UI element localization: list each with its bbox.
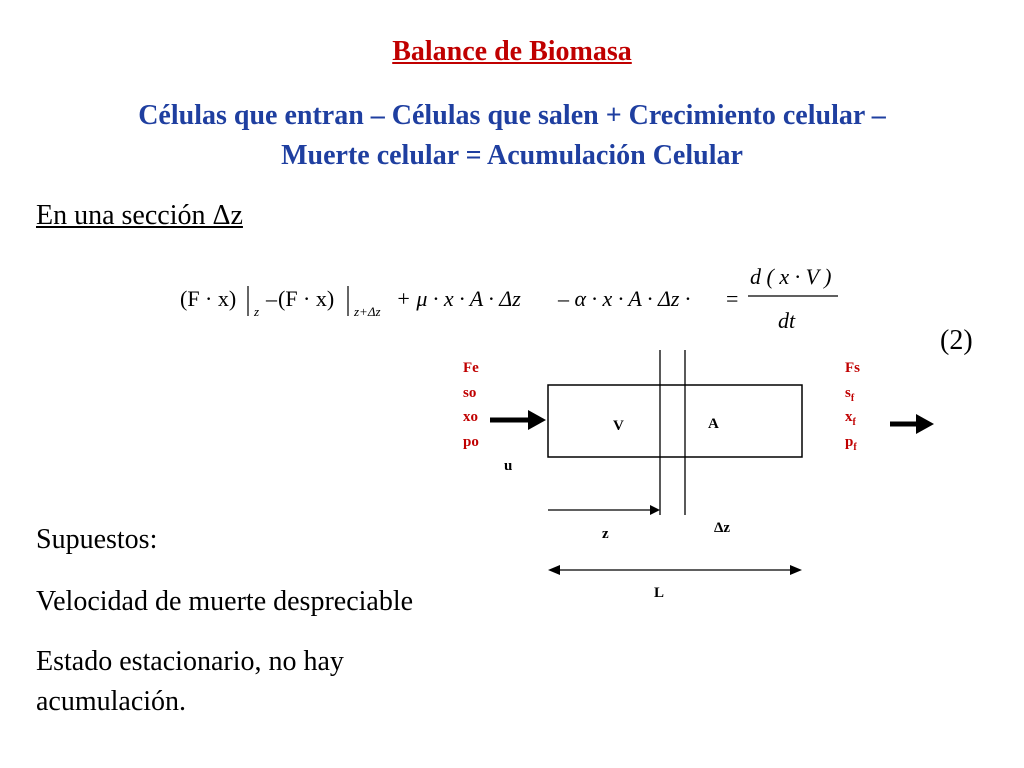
principle-line-1: Células que entran – Células que salen + Crecimiento celular – (138, 100, 886, 131)
label-V: V (613, 418, 624, 434)
z-arrowhead (650, 505, 660, 515)
label-u: u (504, 458, 513, 474)
inlet-arrowhead (528, 410, 546, 430)
eq-growth: + μ · x · A · Δz (396, 286, 521, 311)
assumption-2-line-2: acumulación. (36, 686, 187, 717)
balance-equation (170, 258, 850, 338)
L-arrowhead-right (790, 565, 802, 575)
assumption-1: Velocidad de muerte despreciable (36, 586, 414, 617)
principle-line-2: Muerte celular = Acumulación Celular (281, 140, 743, 171)
assumption-2-line-1: Estado estacionario, no hay (36, 646, 344, 677)
inlet-label-p: po (463, 434, 479, 450)
label-A: A (708, 416, 719, 432)
eq-denominator: dt (778, 308, 796, 333)
outlet-label-F: Fs (845, 360, 860, 376)
eq-numerator: d ( x · V ) (750, 264, 832, 289)
eq-term-out: (F · x) (278, 286, 335, 311)
slide-title: Balance de Biomasa (392, 36, 632, 67)
eq-sub-zdz: z+Δz (354, 304, 381, 319)
reactor-box (548, 385, 802, 457)
eq-sub-z: z (254, 304, 260, 319)
outlet-label-x: $x_f$ (845, 409, 856, 428)
inlet-label-s: so (463, 385, 477, 401)
inlet-label-x: xo (463, 409, 478, 425)
assumptions-title: Supuestos: (36, 524, 158, 555)
section-label: En una sección Δz (36, 200, 243, 231)
inlet-label-F: Fe (463, 360, 479, 376)
outlet-label-s: $s_f$ (845, 385, 855, 404)
outlet-label-p: $p_f$ (845, 434, 857, 453)
outlet-arrowhead (916, 414, 934, 434)
balance-principle (20, 96, 1004, 176)
eq-equals: = (726, 286, 739, 311)
reactor-diagram (420, 340, 960, 610)
eq-death: – α · x · A · Δz · (558, 286, 691, 311)
equation-number: (2) (940, 325, 973, 356)
eq-minus: – (266, 286, 277, 311)
label-L: L (654, 585, 665, 601)
label-z: z (602, 526, 609, 542)
label-dz: Δz (714, 520, 731, 536)
L-arrowhead-left (548, 565, 560, 575)
eq-term-in: (F · x) (180, 286, 237, 311)
